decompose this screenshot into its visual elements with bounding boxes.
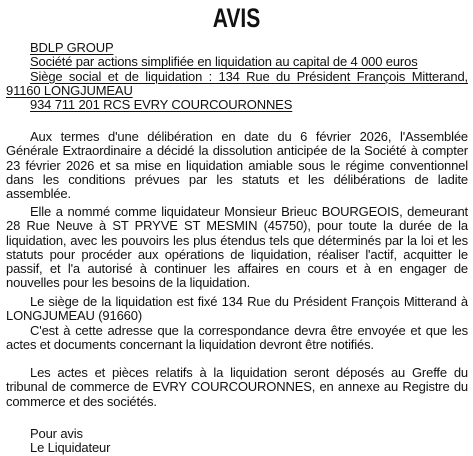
paragraph-dissolution-text: Aux termes d'une délibération en date du 6 février 2026, l'Assemblée Générale Extraordinaire a décidé la dissolution anticipée de la Société à compter 23 février 2026 et sa mise en liquidation amiable sous le régime conventionnel dans les conditions prévues par les statuts et les délibérations de ladite assemblée. [6,129,468,202]
paragraph-dissolution [6,130,468,201]
paragraph-filing [6,366,468,409]
company-name: BDLP GROUP [30,40,114,55]
paragraph-liquidation-seat [6,295,468,352]
closing-pour-avis: Pour avis [30,426,83,441]
company-address-line2: 91160 LONGJUMEAU [6,82,133,98]
closing-liquidateur: Le Liquidateur [30,440,111,456]
paragraph-correspondence-text: C'est à cette adresse que la correspondance devra être envoyée et que les actes et documents concernant la liquidation devront être notifiés. [6,322,468,352]
company-header [6,41,468,112]
paragraph-liquidator-text: Elle a nommé comme liquidateur Monsieur Brieuc BOURGEOIS, demeurant 28 Rue Neuve à ST PRYVE ST MESMIN (45750), pour toute la durée de la liquidation, avec les pouvoirs les plus étendus tels que déterminés par la loi et les statuts pour procéder aux opérations de liquidation, réaliser l'actif, acquitter le passif, et l'a autorisé à continuer les affaires en cours et à en engager de nouvelles pour les besoins de la liquidation. [6,204,468,291]
paragraph-liquidator [6,205,468,291]
signature-block [6,427,468,456]
company-address-line1: Siège social et de liquidation : 134 Rue du Président François Mitterand, [30,68,468,84]
paragraph-seat-text: Le siège de la liquidation est fixé 134 Rue du Président François Mitterand à LONGJUMEAU (91660) [6,294,468,324]
notice-title: AVIS [212,3,261,33]
paragraph-filing-text: Les actes et pièces relatifs à la liquidation seront déposés au Greffe du tribunal de commerce de EVRY COURCOURONNES, en annexe au Registre du commerce et des sociétés. [6,365,468,409]
company-rcs: 934 711 201 RCS EVRY COURCOURONNES [30,97,293,113]
company-form: Société par actions simplifiée en liquidation au capital de 4 000 euros [30,54,418,70]
